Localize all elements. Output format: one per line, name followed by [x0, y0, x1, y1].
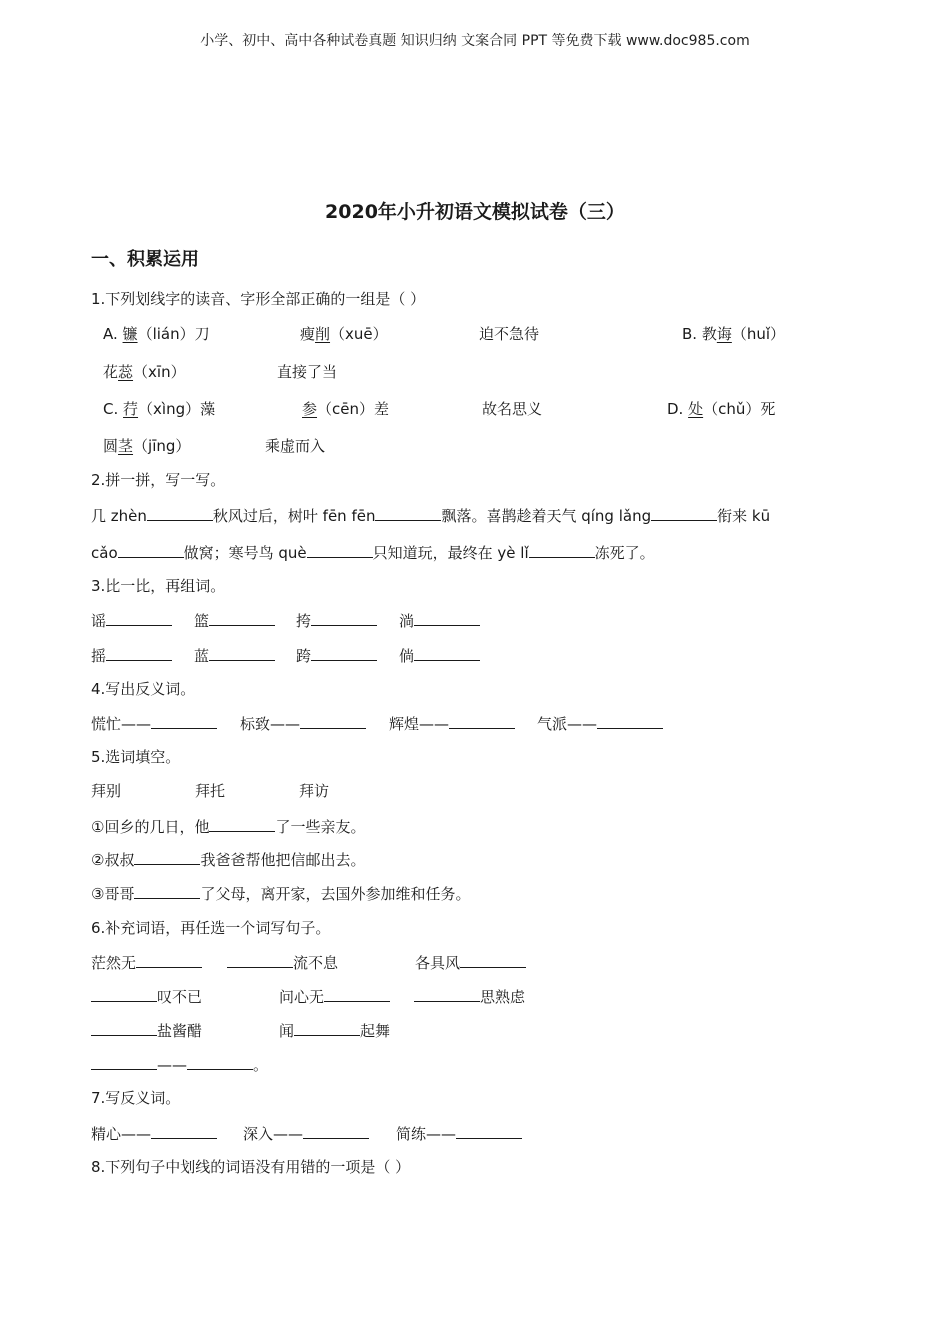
q1-option-a: A. 镰（lián）刀 — [103, 325, 210, 343]
answer-blank[interactable] — [151, 1123, 217, 1139]
q7-items: 精心—— 深入—— 简练—— — [91, 1123, 571, 1143]
q6-stem: 6.补充词语，再任选一个词写句子。 — [91, 919, 331, 937]
answer-blank[interactable] — [597, 713, 663, 729]
q5-sentence-2: ②叔叔 我爸爸帮他把信邮出去。 — [91, 851, 366, 869]
answer-blank[interactable] — [118, 542, 184, 558]
answer-blank[interactable] — [106, 610, 172, 626]
q1-options-row1 — [103, 324, 903, 344]
q1-option-d-word2: 圆茎（jīng） — [103, 437, 191, 455]
q8-stem: 8.下列句子中划线的词语没有用错的一项是（ ） — [91, 1158, 411, 1176]
answer-blank[interactable] — [300, 713, 366, 729]
answer-blank[interactable] — [307, 542, 373, 558]
q1-options-row2 — [103, 362, 903, 382]
q3-stem: 3.比一比，再组词。 — [91, 577, 226, 595]
answer-blank[interactable] — [227, 952, 293, 968]
answer-blank[interactable] — [151, 713, 217, 729]
answer-blank[interactable] — [324, 986, 390, 1002]
q1-option-a-word3: 迫不急待 — [479, 325, 540, 343]
q5-options: 拜别 拜托 拜访 — [91, 782, 330, 800]
answer-blank[interactable] — [294, 1020, 360, 1036]
q6-row2: 叹不已 问心无 思熟虑 — [91, 986, 551, 1006]
answer-blank[interactable] — [414, 986, 480, 1002]
answer-blank[interactable] — [209, 645, 275, 661]
q1-option-d-word3: 乘虚而入 — [265, 437, 326, 455]
answer-blank[interactable] — [311, 645, 377, 661]
answer-blank[interactable] — [136, 952, 202, 968]
answer-blank[interactable] — [449, 713, 515, 729]
q5-sentence-1: ①回乡的几日，他 了一些亲友。 — [91, 818, 366, 836]
answer-blank[interactable] — [529, 542, 595, 558]
q6-sentence-line: —— 。 — [91, 1054, 268, 1075]
answer-blank[interactable] — [91, 1054, 157, 1070]
q4-items: 慌忙—— 标致—— 辉煌—— 气派—— — [91, 713, 711, 733]
q7-stem: 7.写反义词。 — [91, 1089, 181, 1107]
answer-blank[interactable] — [414, 645, 480, 661]
q2-stem: 2.拼一拼，写一写。 — [91, 471, 226, 489]
q6-row1: 茫然无 流不息 各具风 — [91, 952, 551, 972]
q5-sentence-3: ③哥哥 了父母，离开家，去国外参加维和任务。 — [91, 885, 471, 903]
q2-line1: 几 zhèn 秋风过后，树叶 fēn fēn 飘落。喜鹊趁着天气 qíng lǎng 衔来 kū — [91, 507, 771, 525]
answer-blank[interactable] — [375, 505, 441, 521]
answer-blank[interactable] — [303, 1123, 369, 1139]
page-title: 2020年小升初语文模拟试卷（三） — [325, 201, 625, 223]
q1-option-c-word3: 故名思义 — [482, 400, 543, 418]
q1-option-b-word3: 直接了当 — [277, 363, 338, 381]
q3-row2: 摇 蓝 跨 倘 — [91, 645, 511, 665]
q1-options-row3 — [103, 399, 903, 419]
q1-option-a-word2: 瘦削（xuē） — [300, 325, 388, 343]
q1-stem: 1.下列划线字的读音、字形全部正确的一组是（ ） — [91, 290, 426, 308]
section-heading: 一、积累运用 — [91, 249, 199, 270]
q1-option-b-word2: 花蕊（xīn） — [103, 363, 186, 381]
answer-blank[interactable] — [209, 816, 275, 832]
q1-option-c-word2: 参（cēn）差 — [302, 400, 389, 418]
answer-blank[interactable] — [187, 1054, 253, 1070]
q1-option-d: D. 处（chǔ）死 — [667, 400, 776, 418]
answer-blank[interactable] — [134, 883, 200, 899]
answer-blank[interactable] — [134, 849, 200, 865]
answer-blank[interactable] — [209, 610, 275, 626]
q4-stem: 4.写出反义词。 — [91, 680, 196, 698]
answer-blank[interactable] — [91, 986, 157, 1002]
answer-blank[interactable] — [414, 610, 480, 626]
q6-row3: 盐酱醋 闻 起舞 — [91, 1020, 551, 1040]
q5-stem: 5.选词填空。 — [91, 748, 181, 766]
answer-blank[interactable] — [147, 505, 213, 521]
answer-blank[interactable] — [460, 952, 526, 968]
q1-options-row4 — [103, 436, 903, 456]
page-header: 小学、初中、高中各种试卷真题 知识归纳 文案合同 PPT 等免费下载 www.doc985.com — [200, 33, 750, 49]
answer-blank[interactable] — [311, 610, 377, 626]
answer-blank[interactable] — [106, 645, 172, 661]
q1-option-c: C. 荇（xìng）藻 — [103, 400, 216, 418]
q2-line2: cǎo 做窝；寒号鸟 què 只知道玩，最终在 yè lǐ 冻死了。 — [91, 544, 655, 562]
answer-blank[interactable] — [651, 505, 717, 521]
q3-row1: 谣 篮 挎 淌 — [91, 610, 511, 630]
q1-option-b: B. 教诲（huǐ） — [682, 325, 786, 343]
answer-blank[interactable] — [456, 1123, 522, 1139]
answer-blank[interactable] — [91, 1020, 157, 1036]
